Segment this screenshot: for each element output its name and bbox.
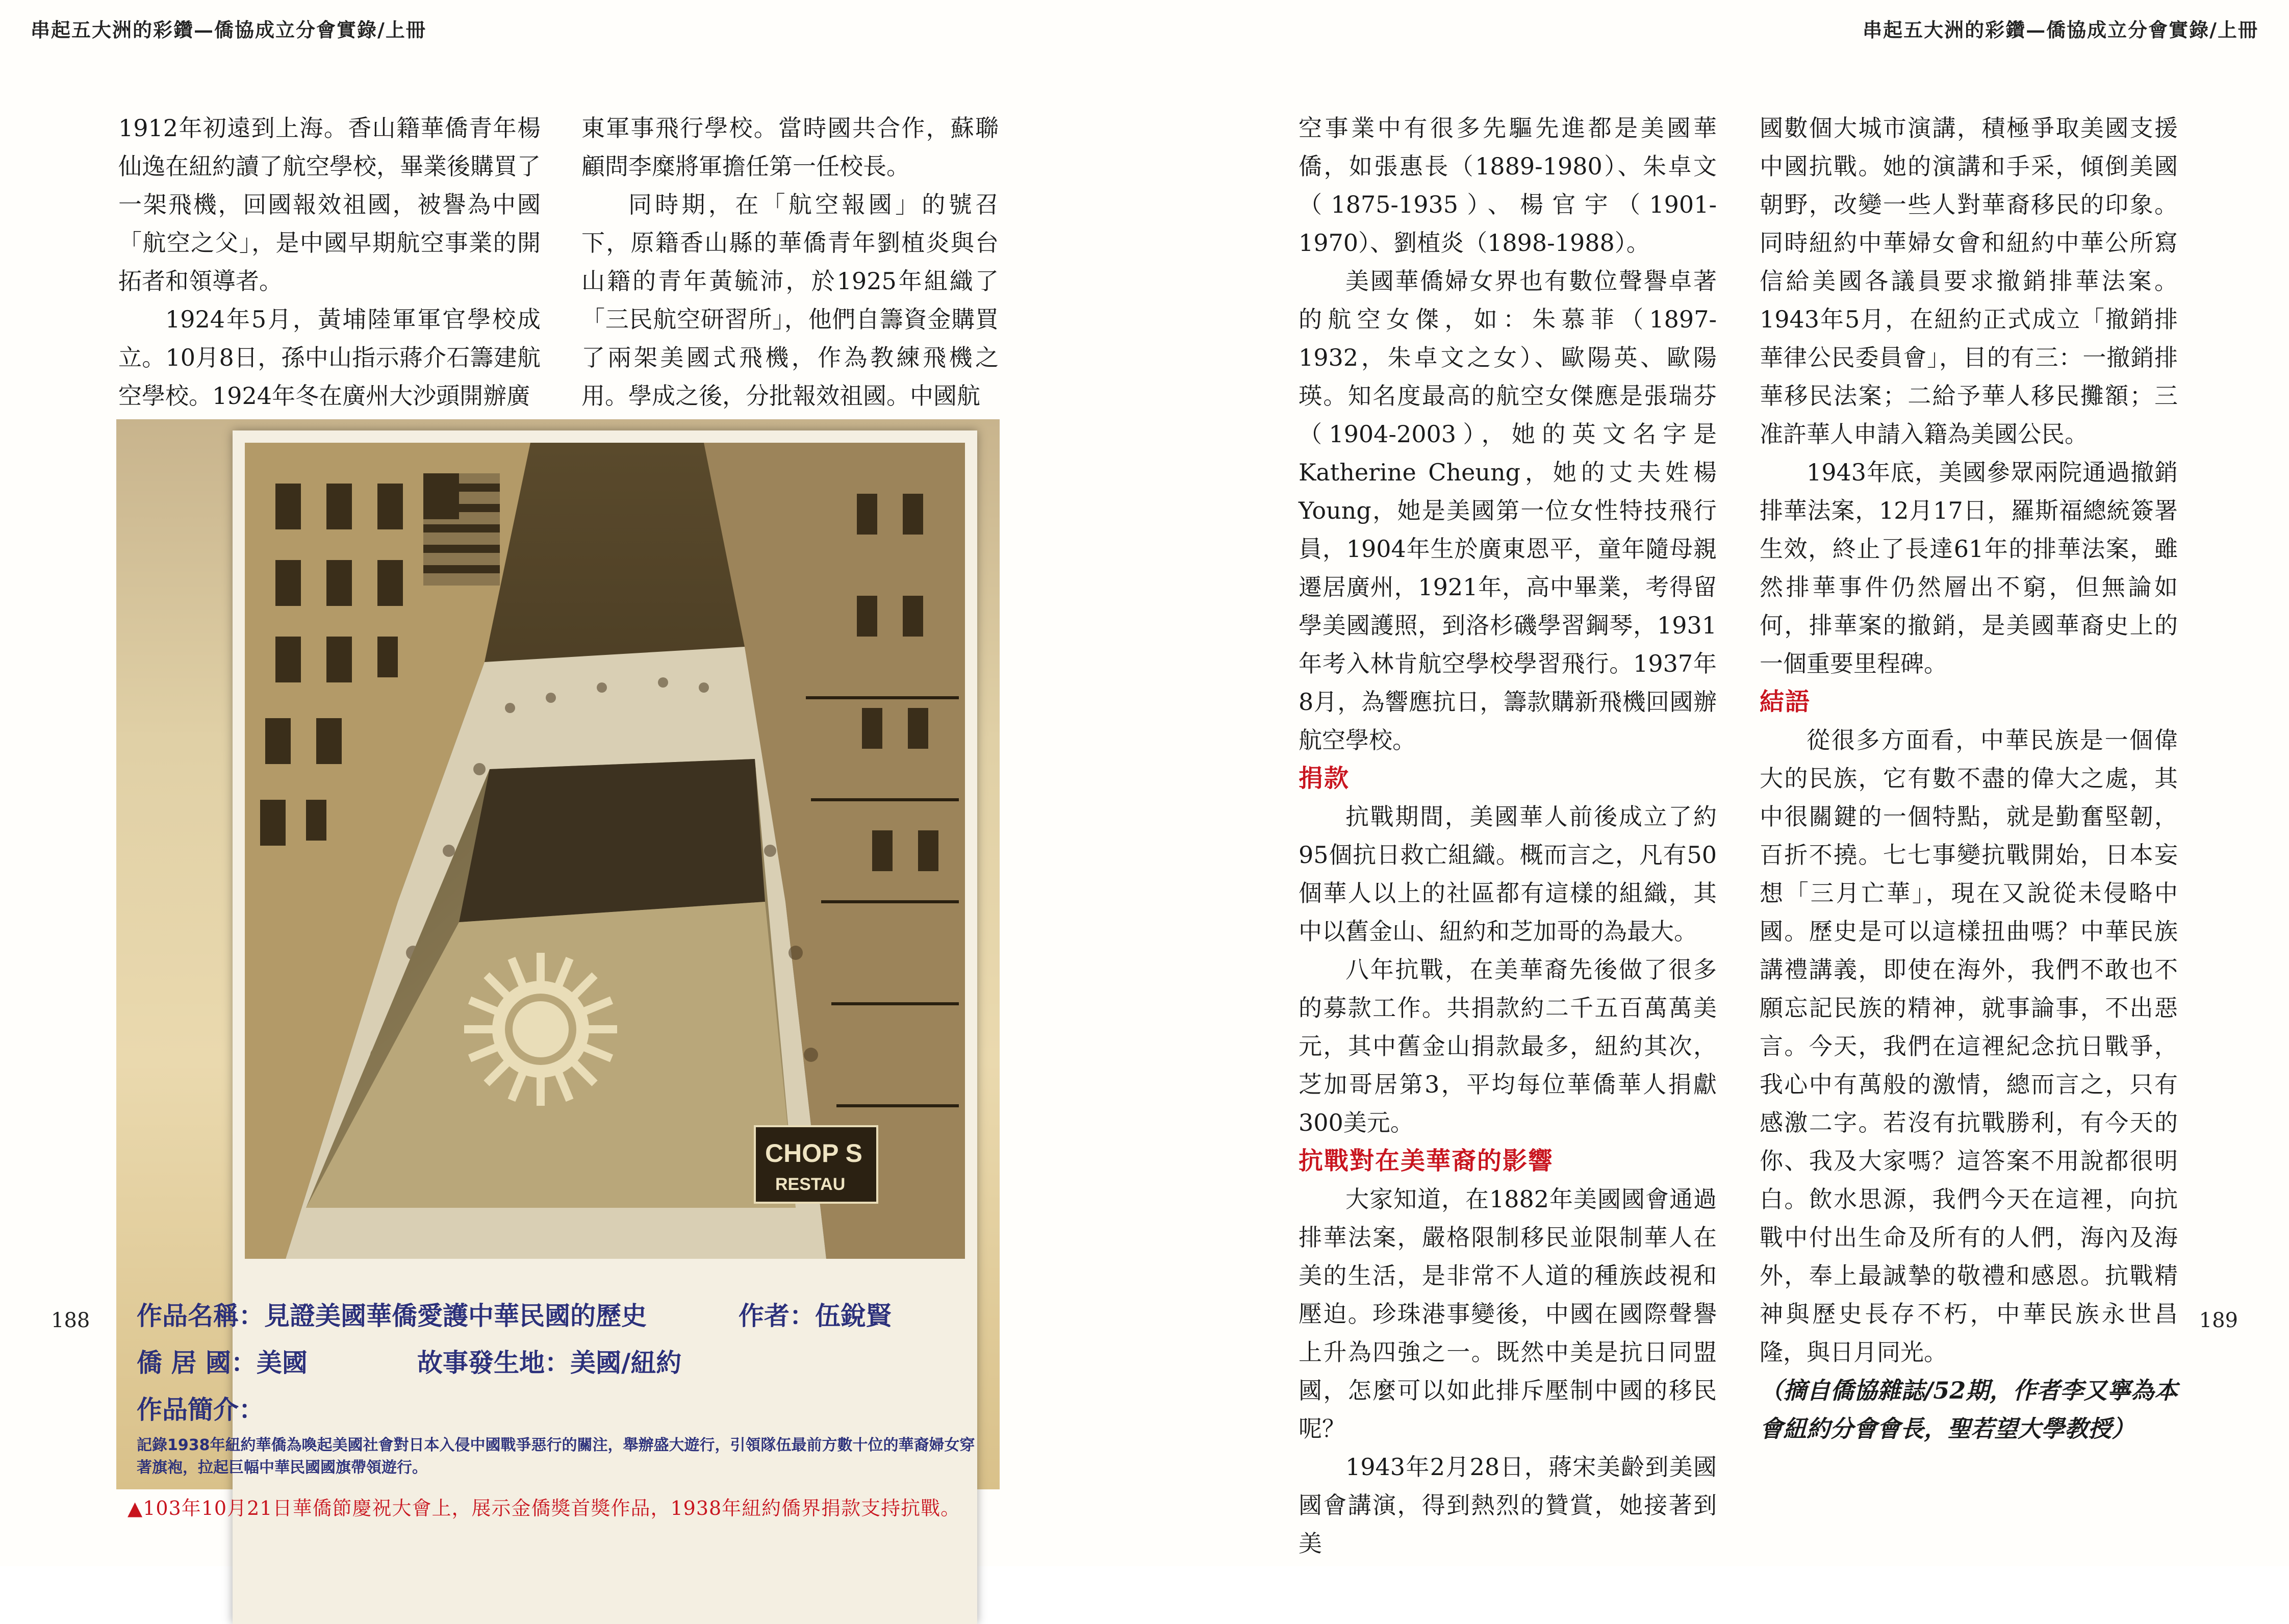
paragraph: 1943年底，美國參眾兩院通過撤銷排華法案，12月17日，羅斯福總統簽署生效，終止了長達61年的排華法案，雖然排華事件仍然層出不窮，但無論如何，排華案的撤銷，是美國華裔史上的一個重要里程碑。 [1760,459,2178,677]
plaque-author: 作者：伍銳賢 [739,1301,892,1331]
plaque-intro-label: 作品簡介： [137,1395,264,1425]
page-number-left: 188 [51,1309,90,1332]
parade-image [245,443,965,1259]
left-page [0,0,1144,1566]
running-head-left: 串起五大洲的彩鑽—僑協成立分會實錄/上冊 [31,18,426,41]
sign-text-2: RESTAU [775,1175,846,1194]
paragraph: 空事業中有很多先驅先進都是美國華僑，如張惠長（1889-1980）、朱卓文（1875-1935）、楊官宇（1901-1970）、劉植炎（1898-1988）。 [1299,114,1717,257]
paragraph: 1943年2月28日，蔣宋美齡到美國國會講演，得到熱烈的贊賞，她接著到美 [1299,1453,1717,1557]
paragraph: 大家知道，在1882年美國國會通過排華法案，嚴格限制移民並限制華人在美的生活，是非常不人道的種族歧視和壓迫。珍珠港事變後，中國在國際聲譽上升為四強之一。既然中美是抗日同盟國，怎麼可以如此排斥壓制中國的移民呢？ [1299,1185,1717,1442]
plaque-title: 作品名稱：見證美國華僑愛護中華民國的歷史 [137,1301,647,1331]
paragraph: 從很多方面看，中華民族是一個偉大的民族，它有數不盡的偉大之處，其中很關鍵的一個特點，就是勤奮堅韌，百折不撓。七七事變抗戰開始，日本妄想「三月亡華」，現在又說從未侵略中國。歷史是可以這樣扭曲嗎？中華民族講禮講義，即使在海外，我們不敢也不願忘記民族的精神，就事論事，不出惡言。今天，我們在這裡紀念抗日戰爭，我心中有萬般的激情，總而言之，只有感激二字。若沒有抗戰勝利，有今天的你、我及大家嗎？這答案不用說都很明白。飲水思源，我們今天在這裡，向抗戰中付出生命及所有的人們，海內及海外，奉上最誠摯的敬禮和感恩。抗戰精神與歷史長存不朽，中華民族永世昌隆，與日月同光。 [1760,726,2178,1366]
right-column-2 [1760,109,2178,1517]
paragraph: 國數個大城市演講，積極爭取美國支援中國抗戰。她的演講和手采，傾倒美國朝野，改變一些人對華裔移民的印象。同時紐約中華婦女會和紐約中華公所寫信給美國各議員要求撤銷排華法案。1943年5月，在紐約正式成立「撤銷排華律公民委員會」，目的有三：一撤銷排華移民法案；二給予華人移民攤額；三准許華人申請入籍為美國公民。 [1760,114,2178,448]
exhibit-photo [116,419,1000,1489]
sign-text: CHOP S [765,1139,862,1168]
left-column-2 [581,109,999,420]
section-heading: 結語 [1760,688,1811,716]
paragraph: 抗戰期間，美國華人前後成立了約95個抗日救亡組織。概而言之，凡有50個華人以上的社區都有這樣的組織，其中以舊金山、紐約和芝加哥的為最大。 [1299,803,1717,945]
citation: （摘自僑協雜誌/52期，作者李又寧為本會紐約分會會長，聖若望大學教授） [1760,1377,2178,1442]
plaque-description: 記錄1938年紐約華僑為喚起美國社會對日本入侵中國戰爭惡行的關注，舉辦盛大遊行，引領隊伍最前方數十位的華裔婦女穿著旗袍，拉起巨幅中華民國國旗帶領遊行。 [137,1436,975,1477]
paragraph: 同時期，在「航空報國」的號召下，原籍香山縣的華僑青年劉植炎與台山籍的青年黃毓沛，於1925年組織了「三民航空研習所」，他們自籌資金購買了兩架美國式飛機，作為教練飛機之用。學成之後，分批報效祖國。中國航 [581,191,999,410]
right-column-1 [1299,109,1717,1557]
right-page [1144,0,2289,1566]
page-number-right: 189 [2199,1309,2238,1332]
running-head-right: 串起五大洲的彩鑽—僑協成立分會實錄/上冊 [1863,18,2258,41]
plaque-place: 故事發生地：美國/紐約 [417,1348,682,1378]
paragraph: 1924年5月，黃埔陸軍軍官學校成立。10月8日，孫中山指示蔣介石籌建航空學校。1924年冬在廣州大沙頭開辦廣 [118,306,541,410]
paragraph: 東軍事飛行學校。當時國共合作，蘇聯顧問李糜將軍擔任第一任校長。 [581,114,999,180]
section-heading: 抗戰對在美華裔的影響 [1299,1147,1554,1175]
photo-caption: ▲103年10月21日華僑節慶祝大會上，展示金僑獎首獎作品，1938年紐約僑界捐款支持抗戰。 [128,1497,961,1519]
section-heading: 捐款 [1299,764,1350,793]
paragraph: 八年抗戰，在美華裔先後做了很多的募款工作。共捐款約二千五百萬萬美元，其中舊金山捐款最多，紐約其次，芝加哥居第3，平均每位華僑華人捐獻300美元。 [1299,956,1717,1136]
paragraph: 美國華僑婦女界也有數位聲譽卓著的航空女傑，如：朱慕菲（1897-1932，朱卓文之女）、歐陽英、歐陽瑛。知名度最高的航空女傑應是張瑞芬（1904-2003），她的英文名字是Katherine Cheung，她的丈夫姓楊Young，她是美國第一位女性特技飛行員，1904年生於廣東恩平，童年隨母親遷居廣州，1921年，高中畢業，考得留學美國護照，到洛杉磯學習鋼琴，1931年考入林肯航空學校學習飛行。1937年8月，為響應抗日，籌款購新飛機回國辦航空學校。 [1299,267,1717,754]
left-column-1 [118,109,541,420]
paragraph: 1912年初遠到上海。香山籍華僑青年楊仙逸在紐約讀了航空學校，畢業後購買了一架飛機，回國報效祖國，被譽為中國「航空之父」，是中國早期航空事業的開拓者和領導者。 [118,114,541,295]
plaque-country: 僑 居 國：美國 [137,1348,308,1378]
